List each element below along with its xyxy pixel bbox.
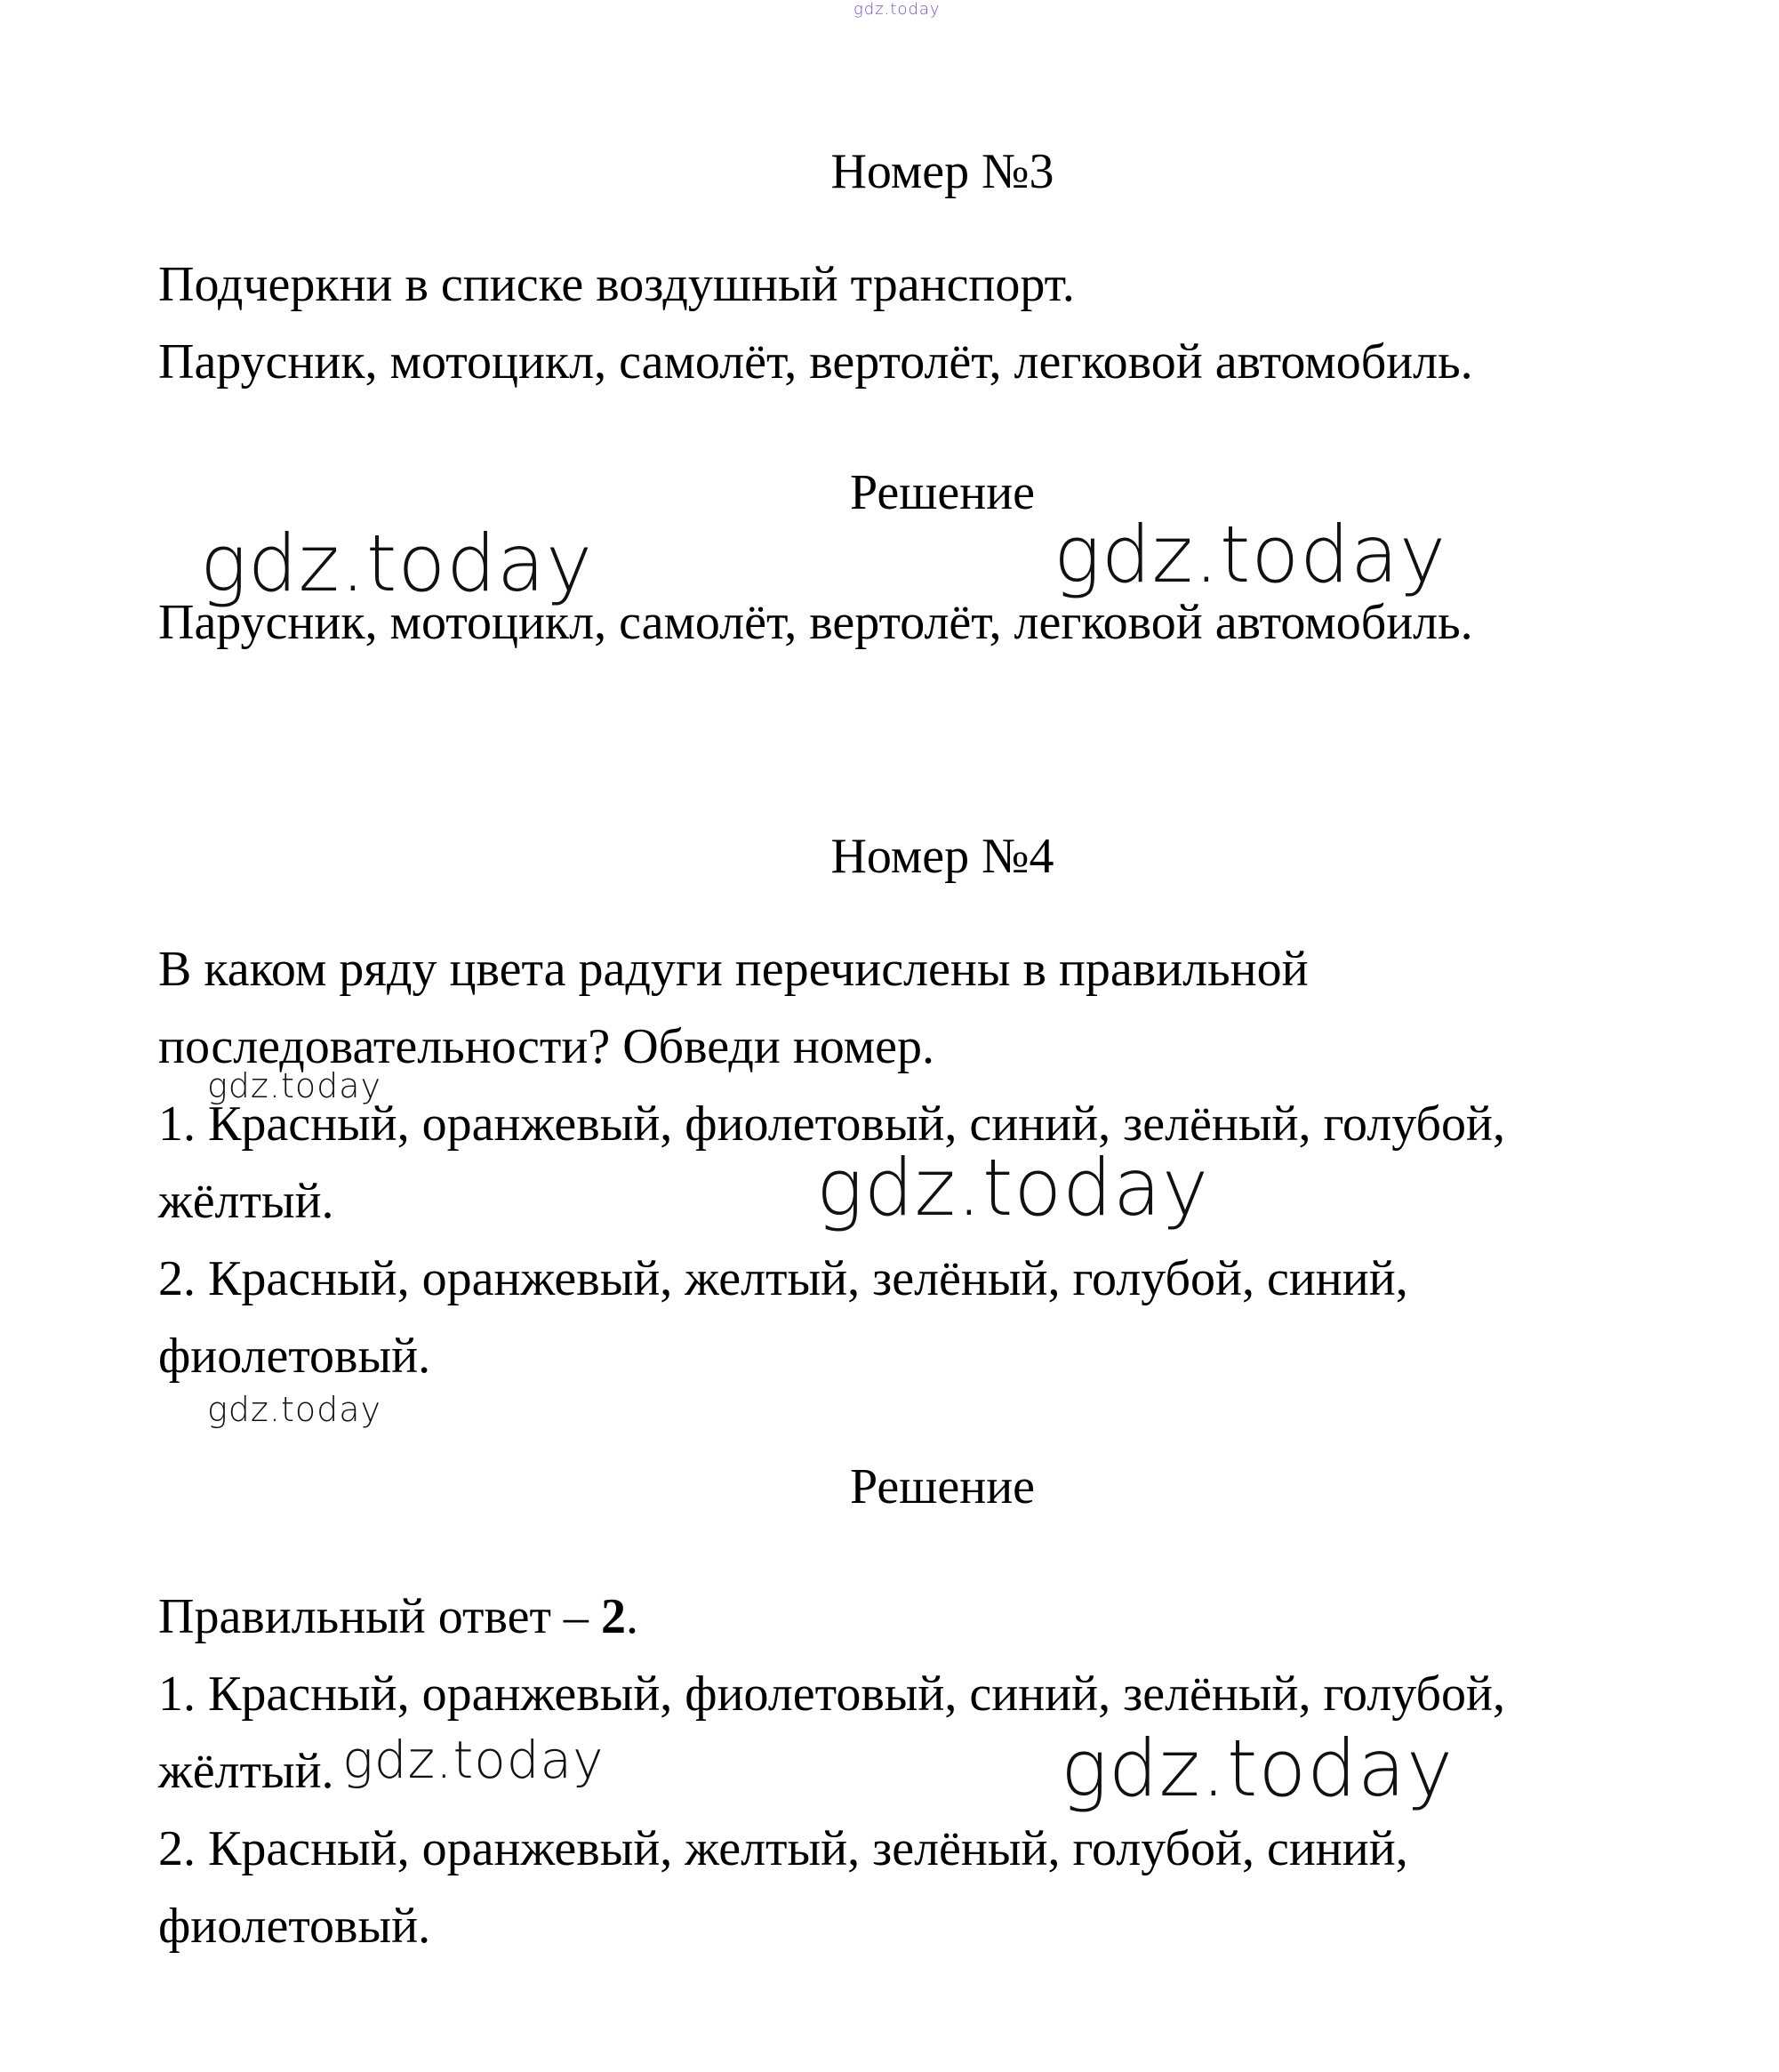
answer-prefix: Правильный ответ – [158,1589,601,1644]
task4-answer [158,1586,638,1648]
watermark: gdz.today [1054,509,1447,600]
watermark: gdz.today [200,518,594,609]
task4-answer-option2-line2: фиолетовый. [158,1899,431,1954]
watermark: gdz.today [816,1142,1210,1233]
task4-answer-option2-line1: 2. Красный, оранжевый, желтый, зелёный, голубой, синий, [158,1821,1408,1876]
task3-answer: Парусник, мотоцикл, самолёт, вертолёт, легковой автомобиль. [158,595,1473,650]
task4-solution-heading: Решение [849,1459,1036,1514]
task3-solution-heading: Решение [849,465,1036,520]
task4-option1-line2: жёлтый. [158,1174,334,1229]
watermark: gdz.today [1061,1723,1454,1814]
task3-heading: Номер №3 [830,144,1054,199]
answer-value: 2 [600,1589,626,1644]
task4-option2-line2: фиолетовый. [158,1329,431,1384]
task4-answer-option1-line1: 1. Красный, оранжевый, фиолетовый, синий, зелёный, голубой, [158,1666,1505,1722]
watermark: gdz.today [207,1066,381,1105]
task4-question-line1: В каком ряду цвета радуги перечислены в правильной [158,942,1309,997]
task3-list: Парусник, мотоцикл, самолёт, вертолёт, легковой автомобиль. [158,334,1473,390]
watermark: gdz.today [207,1390,381,1429]
watermark: gdz.today [342,1730,605,1790]
task4-option2-line1: 2. Красный, оранжевый, желтый, зелёный, голубой, синий, [158,1251,1408,1306]
answer-suffix: . [625,1589,638,1644]
task4-question-line2: последовательности? Обведи номер. [158,1019,935,1074]
task4-answer-option1-line2: жёлтый. [158,1744,334,1799]
task4-option1-line1: 1. Красный, оранжевый, фиолетовый, синий, зелёный, голубой, [158,1096,1505,1152]
watermark-top: gdz.today [853,0,941,19]
task4-heading: Номер №4 [830,829,1054,884]
task3-question: Подчеркни в списке воздушный транспорт. [158,257,1075,312]
